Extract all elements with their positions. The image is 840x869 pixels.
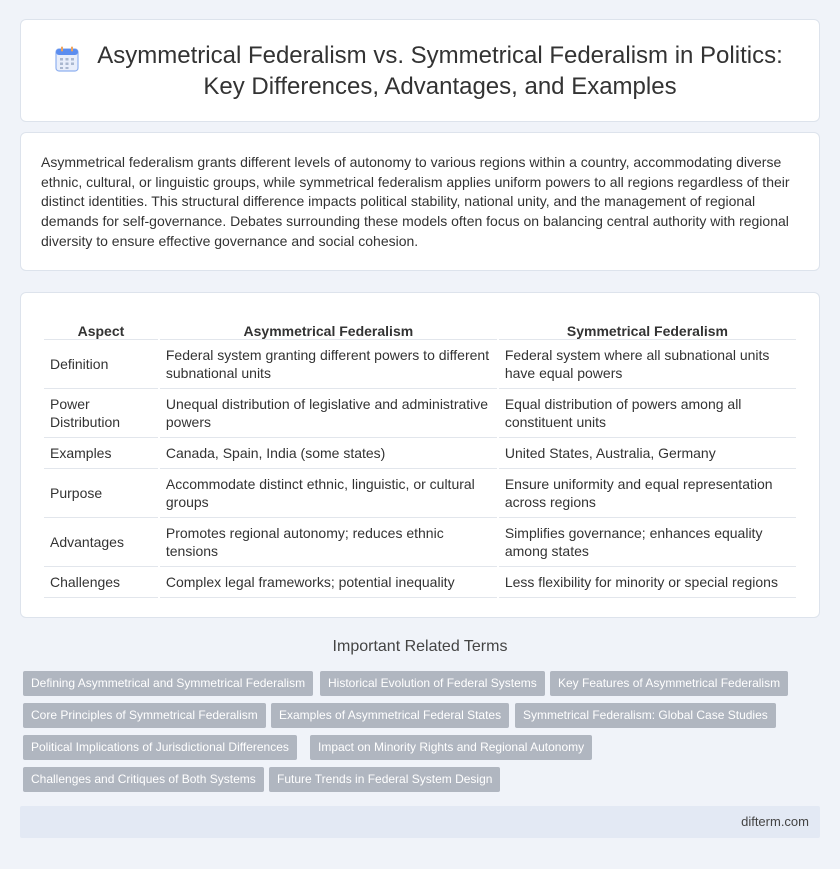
comparison-card [20,292,820,618]
header-asymmetrical: Asymmetrical Federalism [160,317,497,340]
row-asymmetrical: Federal system granting different powers to different subnational units [160,340,497,389]
row-symmetrical: Federal system where all subnational units have equal powers [499,340,796,389]
related-tag[interactable]: Historical Evolution of Federal Systems [320,671,545,696]
row-aspect: Power Distribution [44,389,158,438]
comparison-table [42,317,798,598]
row-aspect: Challenges [44,567,158,598]
table-header-row [44,317,796,340]
table-row [44,340,796,389]
related-tag[interactable]: Symmetrical Federalism: Global Case Studies [515,703,776,728]
row-aspect: Definition [44,340,158,389]
page-title: Asymmetrical Federalism vs. Symmetrical Federalism in Politics: Key Differences, Advantages, and Examples [97,41,783,100]
table-row [44,567,796,598]
related-tag[interactable]: Defining Asymmetrical and Symmetrical Federalism [23,671,313,696]
row-asymmetrical: Complex legal frameworks; potential inequality [160,567,497,598]
related-tag[interactable]: Key Features of Asymmetrical Federalism [550,671,788,696]
related-tag[interactable]: Challenges and Critiques of Both Systems [23,767,264,792]
row-symmetrical: Ensure uniformity and equal representation across regions [499,469,796,518]
row-symmetrical: Equal distribution of powers among all constituent units [499,389,796,438]
related-tag[interactable]: Future Trends in Federal System Design [269,767,500,792]
row-symmetrical: Less flexibility for minority or special regions [499,567,796,598]
header-symmetrical: Symmetrical Federalism [499,317,796,340]
footer-site-link[interactable]: difterm.com [741,814,809,829]
row-asymmetrical: Unequal distribution of legislative and administrative powers [160,389,497,438]
table-row [44,438,796,469]
related-tag[interactable]: Political Implications of Jurisdictional Differences [23,735,297,760]
intro-paragraph: Asymmetrical federalism grants different levels of autonomy to various regions within a country, accommodating diverse ethnic, cultural, or linguistic groups, while symmetrical federalism applies uniform powers to all regions regardless of their distinct identities. This structural difference impacts political stability, national unity, and the management of regional demands for self-governance. Debates surrounding these models often focus on balancing central authority with regional diversity to ensure effective governance and social cohesion. [41,154,790,249]
row-asymmetrical: Promotes regional autonomy; reduces ethnic tensions [160,518,497,567]
related-tag[interactable]: Impact on Minority Rights and Regional Autonomy [310,735,592,760]
table-row [44,389,796,438]
related-terms-heading: Important Related Terms [332,638,508,655]
row-aspect: Purpose [44,469,158,518]
row-asymmetrical: Accommodate distinct ethnic, linguistic, or cultural groups [160,469,497,518]
row-aspect: Advantages [44,518,158,567]
related-tag[interactable]: Examples of Asymmetrical Federal States [271,703,509,728]
related-tag[interactable]: Core Principles of Symmetrical Federalism [23,703,266,728]
table-row [44,518,796,567]
row-symmetrical: Simplifies governance; enhances equality among states [499,518,796,567]
header-aspect: Aspect [44,317,158,340]
intro-card [20,132,820,271]
row-aspect: Examples [44,438,158,469]
header-card [20,19,820,122]
table-row [44,469,796,518]
row-symmetrical: United States, Australia, Germany [499,438,796,469]
footer-bar [20,806,820,838]
row-asymmetrical: Canada, Spain, India (some states) [160,438,497,469]
